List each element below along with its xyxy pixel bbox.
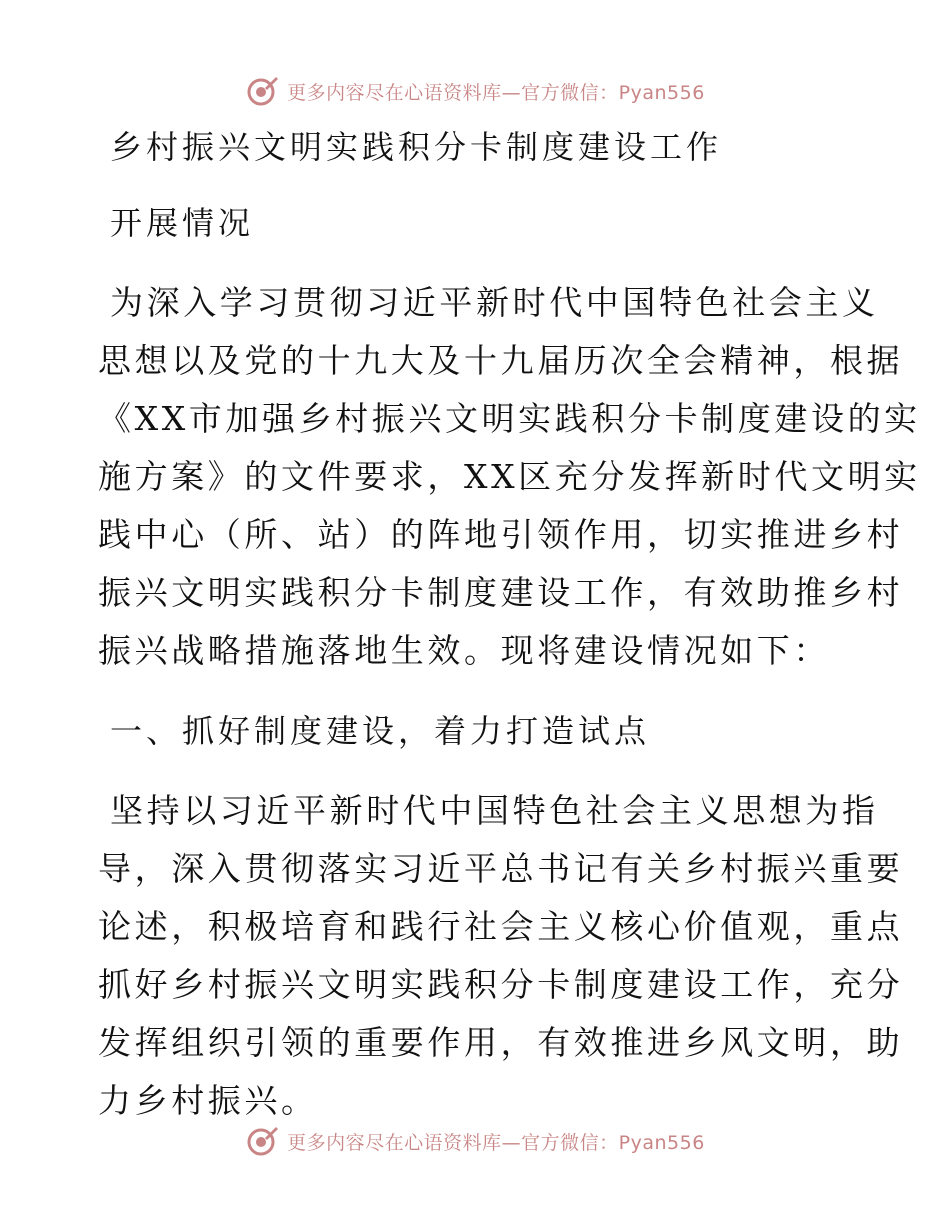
watermark-footer [0, 1121, 950, 1161]
watermark-text: 更多内容尽在心语资料库—官方微信：Pyan556 [287, 81, 705, 104]
paragraph-line: 施方案》的文件要求，XX区充分发挥新时代文明实 [98, 457, 921, 496]
section-heading-1: 一、抓好制度建设，着力打造试点 [110, 712, 651, 750]
paragraph-line: 振兴战略措施落地生效。现将建设情况如下： [98, 631, 830, 670]
document-body [98, 118, 921, 1130]
section-1-paragraph [98, 782, 904, 1130]
paragraph-line: 《XX市加强乡村振兴文明实践积分卡制度建设的实 [98, 399, 921, 438]
intro-paragraph [98, 274, 921, 680]
paragraph-line: 坚持以习近平新时代中国特色社会主义思想为指 [110, 791, 879, 830]
paragraph-line: 抓好乡村振兴文明实践积分卡制度建设工作，充分 [98, 965, 904, 1004]
paragraph-line: 力乡村振兴。 [98, 1081, 318, 1120]
document-subtitle: 开展情况 [110, 204, 255, 242]
paragraph-line: 论述，积极培育和践行社会主义核心价值观，重点 [98, 907, 904, 946]
document-title: 乡村振兴文明实践积分卡制度建设工作 [110, 128, 723, 166]
watermark-text: 更多内容尽在心语资料库—官方微信：Pyan556 [287, 1131, 705, 1154]
brush-logo-icon [245, 1124, 279, 1158]
paragraph-line: 发挥组织引领的重要作用，有效推进乡风文明，助 [98, 1023, 904, 1062]
watermark-header [0, 71, 950, 111]
paragraph-line: 为深入学习贯彻习近平新时代中国特色社会主义 [110, 283, 879, 322]
brush-logo-icon [245, 74, 279, 108]
paragraph-line: 践中心（所、站）的阵地引领作用，切实推进乡村 [98, 515, 904, 554]
paragraph-line: 思想以及党的十九大及十九届历次全会精神，根据 [98, 341, 904, 380]
paragraph-line: 导，深入贯彻落实习近平总书记有关乡村振兴重要 [98, 849, 904, 888]
watermark-wechat-id: Pyan556 [618, 1131, 705, 1154]
paragraph-line: 振兴文明实践积分卡制度建设工作，有效助推乡村 [98, 573, 904, 612]
watermark-wechat-id: Pyan556 [618, 81, 705, 104]
